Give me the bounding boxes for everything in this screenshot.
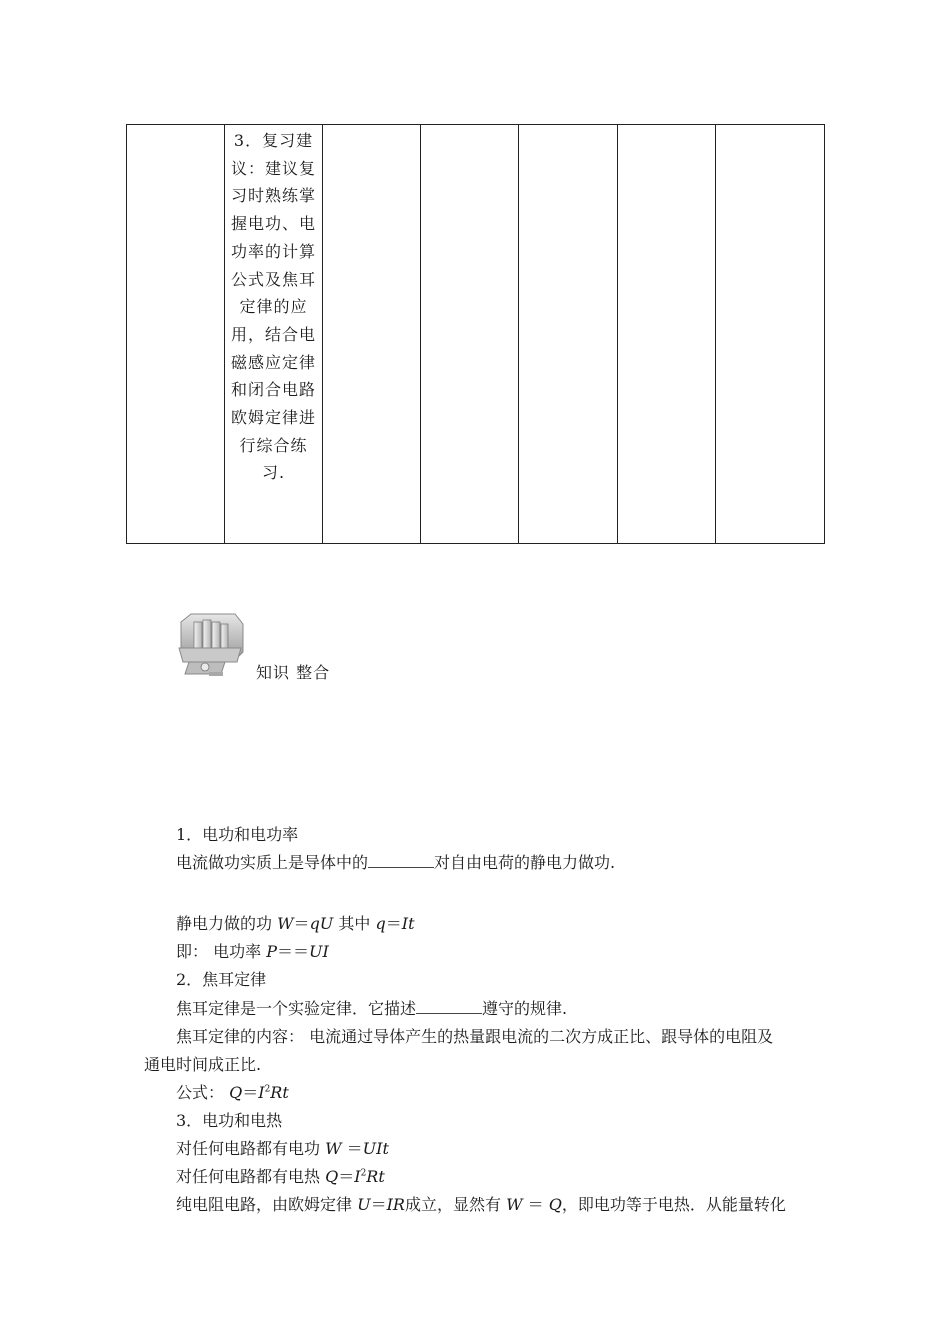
paragraph: 纯电阻电路，由欧姆定律 U＝IR成立，显然有 W ＝ Q，即电功等于电热．从能量转化 <box>176 1195 786 1214</box>
formula-line: 对任何电路都有电热 $Q=I^2Rt$ <box>176 1167 385 1186</box>
section-title: 知识 整合 <box>256 663 331 682</box>
review-table <box>126 124 825 544</box>
table-cell <box>421 125 519 544</box>
review-suggestion-text: 3．复习建议：建议复习时熟练掌握电功、电功率的计算公式及焦耳定律的应用，结合电磁感应定律和闭合电路欧姆定律进行综合练习. <box>230 131 316 483</box>
formula-line: 静电力做的功 W＝qU 其中 q＝It <box>176 914 415 933</box>
table-cell <box>127 125 225 544</box>
heading-electric-work: 1．电功和电功率 <box>176 825 299 844</box>
table-cell <box>323 125 421 544</box>
table-row <box>127 125 825 544</box>
paragraph: 焦耳定律的内容： 电流通过导体产生的热量跟电流的二次方成正比、跟导体的电阻及 <box>176 1027 774 1046</box>
fill-blank <box>368 853 434 868</box>
table-cell <box>519 125 618 544</box>
formula-line: 公式： $Q=I^2Rt$ <box>176 1083 289 1102</box>
heading-joule-law: 2．焦耳定律 <box>176 970 267 989</box>
bookshelf-computer-icon <box>175 612 249 678</box>
table-cell <box>618 125 716 544</box>
paragraph: 通电时间成正比. <box>144 1055 262 1074</box>
formula-line: 对任何电路都有电功 W ＝UIt <box>176 1139 389 1158</box>
formula-line: 即： 电功率 P＝＝UI <box>176 942 329 961</box>
heading-work-and-heat: 3．电功和电热 <box>176 1111 283 1130</box>
paragraph: 电流做功实质上是导体中的 对自由电荷的静电力做功. <box>176 853 616 872</box>
table-cell <box>716 125 825 544</box>
fill-blank <box>416 999 482 1014</box>
table-cell-review-suggestion <box>225 125 323 544</box>
paragraph: 焦耳定律是一个实验定律．它描述 遵守的规律. <box>176 999 568 1018</box>
